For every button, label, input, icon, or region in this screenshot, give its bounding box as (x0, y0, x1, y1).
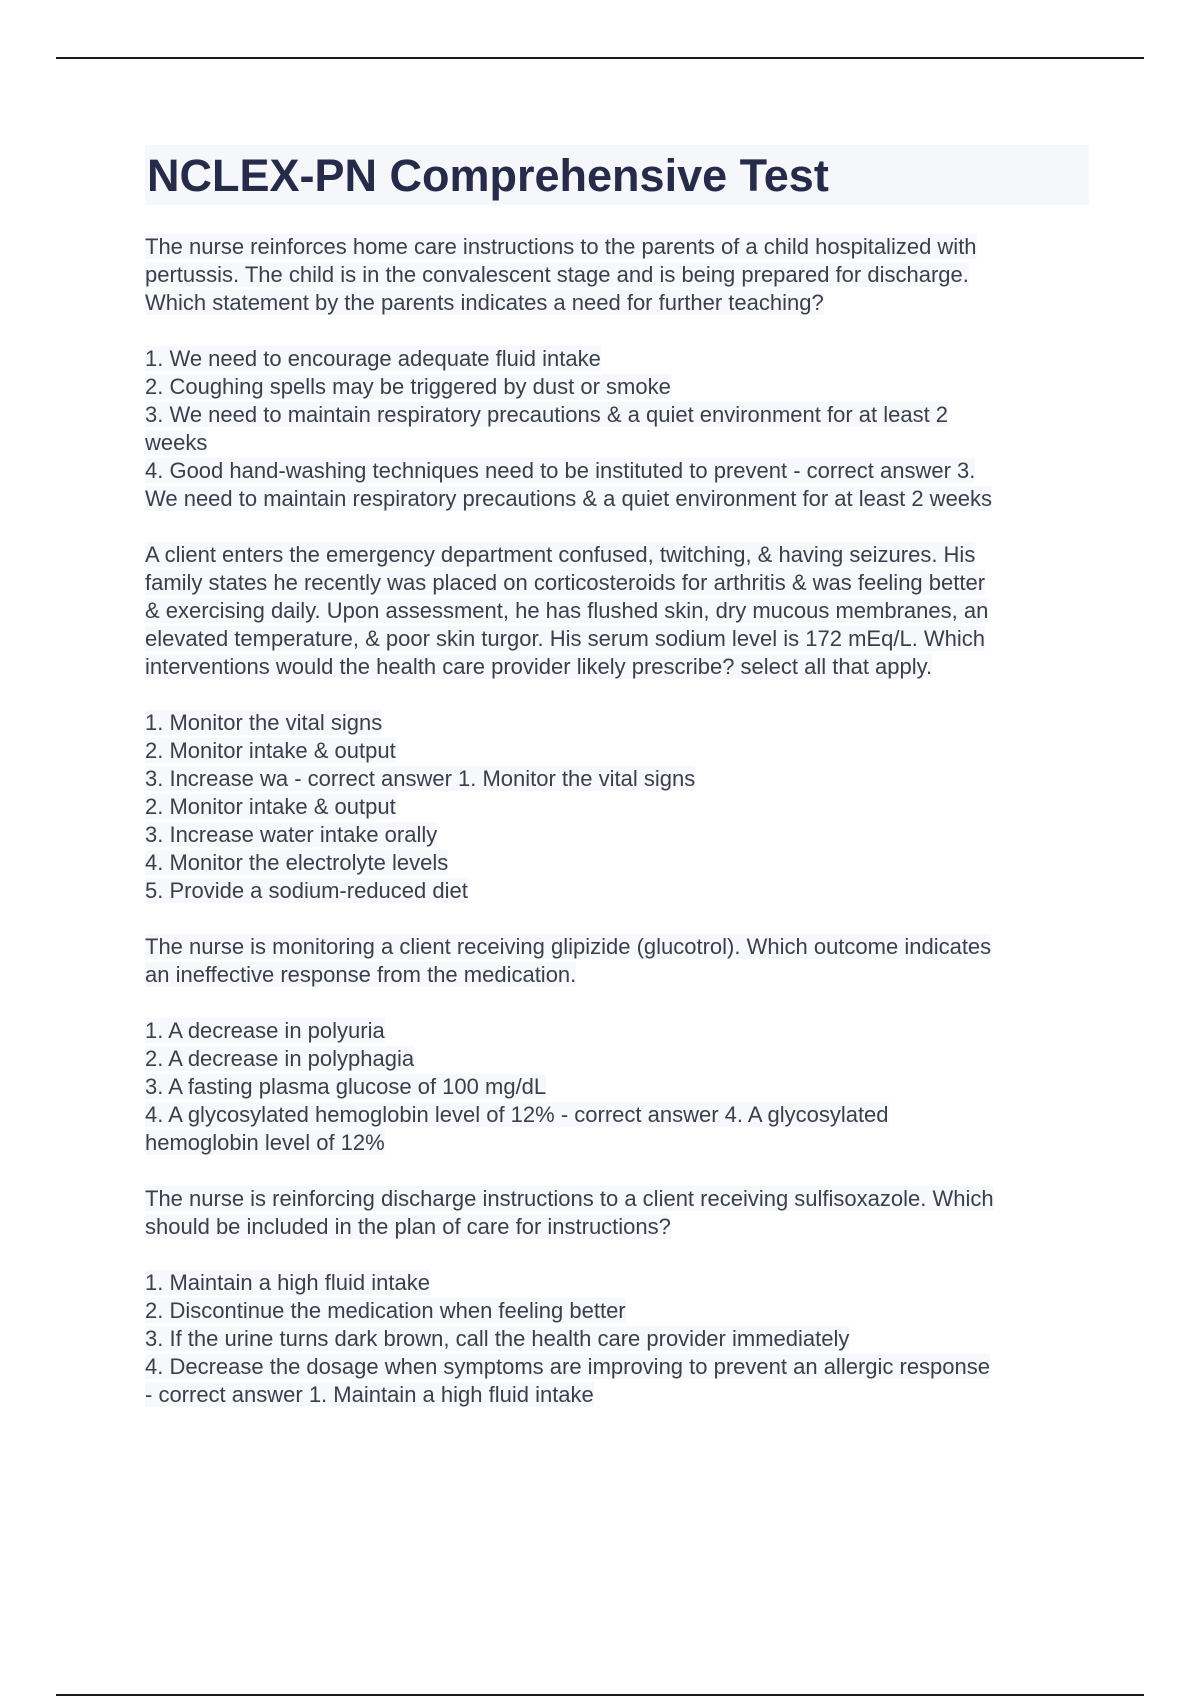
option-line: 5. Provide a sodium-reduced diet (145, 878, 468, 903)
option-line: - correct answer 1. Maintain a high fluid intake (145, 1382, 594, 1407)
option-line: 4. Good hand-washing techniques need to be instituted to prevent - correct answer 3. (145, 458, 976, 483)
answer-options (145, 1017, 1089, 1157)
option-line: 3. Increase wa - correct answer 1. Monitor the vital signs (145, 766, 696, 791)
top-rule (56, 57, 1144, 59)
option-line: 3. We need to maintain respiratory precautions & a quiet environment for at least 2 (145, 402, 949, 427)
stem-line: The nurse is monitoring a client receiving glipizide (glucotrol). Which outcome indicates (145, 934, 992, 959)
document-body (145, 145, 1089, 1409)
option-line: 2. Coughing spells may be triggered by dust or smoke (145, 374, 671, 399)
question-stem (145, 933, 1089, 989)
option-line: 3. A fasting plasma glucose of 100 mg/dL (145, 1074, 547, 1099)
stem-line: family states he recently was placed on corticosteroids for arthritis & was feeling better (145, 570, 986, 595)
bottom-rule (56, 1694, 1144, 1696)
question-stem (145, 233, 1089, 317)
question-block (145, 1185, 1089, 1409)
question-stem (145, 1185, 1089, 1241)
stem-line: & exercising daily. Upon assessment, he has flushed skin, dry mucous membranes, an (145, 598, 989, 623)
question-block (145, 233, 1089, 513)
answer-options (145, 1269, 1089, 1409)
option-line: weeks (145, 430, 208, 455)
stem-line: A client enters the emergency department confused, twitching, & having seizures. His (145, 542, 976, 567)
question-stem (145, 541, 1089, 681)
option-line: 2. Monitor intake & output (145, 738, 396, 763)
option-line: 3. Increase water intake orally (145, 822, 438, 847)
question-block (145, 933, 1089, 1157)
answer-options (145, 345, 1089, 513)
option-line: 4. Decrease the dosage when symptoms are improving to prevent an allergic response (145, 1354, 991, 1379)
page-title: NCLEX-PN Comprehensive Test (145, 145, 1089, 205)
stem-line: interventions would the health care provider likely prescribe? select all that apply. (145, 654, 933, 679)
option-line: We need to maintain respiratory precautions & a quiet environment for at least 2 weeks (145, 486, 993, 511)
question-block (145, 541, 1089, 905)
stem-line: pertussis. The child is in the convalescent stage and is being prepared for discharge. (145, 262, 969, 287)
option-line: 2. Discontinue the medication when feeling better (145, 1298, 626, 1323)
question-list (145, 233, 1089, 1409)
stem-line: an ineffective response from the medication. (145, 962, 577, 987)
option-line: 1. Monitor the vital signs (145, 710, 383, 735)
option-line: 1. Maintain a high fluid intake (145, 1270, 430, 1295)
option-line: hemoglobin level of 12% (145, 1130, 385, 1155)
option-line: 1. A decrease in polyuria (145, 1018, 385, 1043)
stem-line: elevated temperature, & poor skin turgor. His serum sodium level is 172 mEq/L. Which (145, 626, 986, 651)
answer-options (145, 709, 1089, 905)
stem-line: should be included in the plan of care for instructions? (145, 1214, 671, 1239)
option-line: 2. Monitor intake & output (145, 794, 396, 819)
option-line: 4. Monitor the electrolyte levels (145, 850, 449, 875)
stem-line: The nurse is reinforcing discharge instructions to a client receiving sulfisoxazole. Which (145, 1186, 994, 1211)
option-line: 4. A glycosylated hemoglobin level of 12% - correct answer 4. A glycosylated (145, 1102, 889, 1127)
option-line: 3. If the urine turns dark brown, call the health care provider immediately (145, 1326, 850, 1351)
stem-line: Which statement by the parents indicates a need for further teaching? (145, 290, 824, 315)
stem-line: The nurse reinforces home care instructions to the parents of a child hospitalized with (145, 234, 977, 259)
option-line: 2. A decrease in polyphagia (145, 1046, 415, 1071)
option-line: 1. We need to encourage adequate fluid intake (145, 346, 601, 371)
